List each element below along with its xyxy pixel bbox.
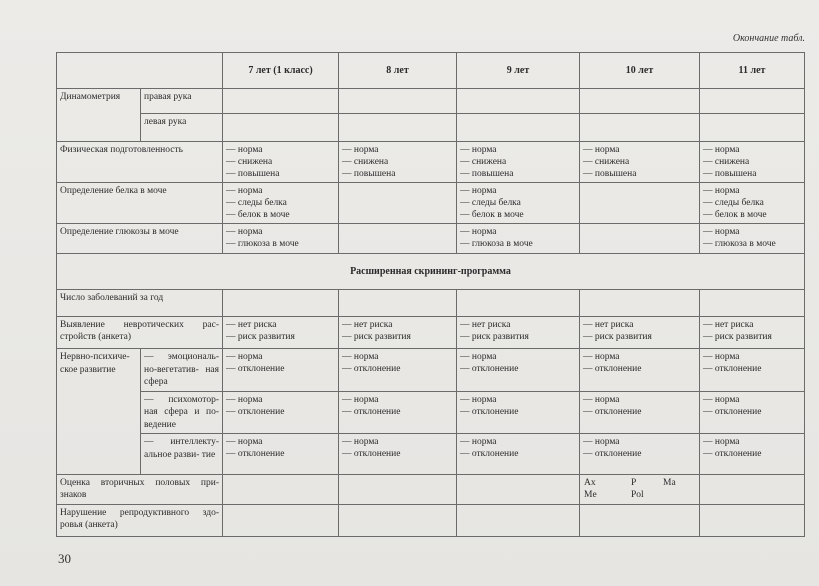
cell-option-text: — риск развития	[583, 332, 652, 342]
cell-option-text: — отклонение	[226, 406, 285, 417]
cell-psychomotor-8	[339, 391, 457, 434]
cell-intellectual-9	[457, 434, 580, 475]
cell	[223, 475, 339, 505]
cell-option-text: — снижена	[703, 157, 750, 167]
cell-option-text: — отклонение	[583, 406, 642, 417]
cell-option-text: — следы белка	[703, 198, 764, 208]
cell-option-text: — снижена	[226, 157, 273, 167]
cell	[339, 475, 457, 505]
cell	[700, 114, 805, 142]
cell	[580, 114, 700, 142]
cell-option-text: — норма	[342, 145, 379, 155]
cell	[339, 183, 457, 224]
cell	[339, 505, 457, 537]
cell-option-text: — норма	[703, 145, 740, 155]
cell-protein-7	[223, 183, 339, 224]
cell-option-text: — повышена	[583, 169, 637, 179]
cell	[339, 114, 457, 142]
table-row-dynamometry-right	[57, 89, 805, 114]
cell	[223, 290, 339, 317]
cell	[223, 89, 339, 114]
cell-option-text: — белок в моче	[226, 210, 290, 220]
cell-option-text: — повышена	[342, 169, 396, 179]
cell-option-text: — норма	[342, 394, 379, 405]
section-heading-extended: Расширенная скрининг-программа	[57, 254, 805, 290]
cell-option-text: — отклонение	[226, 449, 285, 459]
cell-option-text: — глюкоза в моче	[703, 239, 776, 249]
table-caption: Окончание табл.	[732, 33, 805, 44]
cell-option-text: — повышена	[460, 169, 514, 179]
header-age-9: 9 лет	[457, 53, 580, 89]
cell-emotional-9	[457, 349, 580, 392]
cell-option-text: — норма	[226, 352, 263, 362]
code-ma: Ma	[663, 478, 676, 488]
cell-option-text: — отклонение	[703, 449, 762, 459]
cell-option-text: — снижена	[583, 157, 630, 167]
cell-option-text: — норма	[460, 186, 497, 196]
cell-emotional-11	[700, 349, 805, 392]
cell-emotional-10	[580, 349, 700, 392]
cell-option-text: — следы белка	[460, 198, 521, 208]
table-row-secondary	[57, 475, 805, 505]
row-label-protein: Определение белка в моче	[57, 183, 223, 224]
code-me: Me	[584, 490, 597, 500]
cell-glucose-7	[223, 224, 339, 254]
cell-option-text: — норма	[342, 352, 379, 362]
cell-option-text: — нет риска	[703, 320, 754, 330]
cell-option-text: — норма	[226, 394, 263, 405]
cell-neurotic-9	[457, 317, 580, 349]
cell-option-text: — отклонение	[460, 449, 519, 459]
cell-option-text: — норма	[703, 437, 740, 447]
row-label-repro: Нарушение репродуктивного здо- ровья (анкета)	[57, 505, 223, 537]
cell-option-text: — норма	[460, 394, 497, 405]
cell	[700, 290, 805, 317]
cell-option-text: — отклонение	[703, 364, 762, 374]
row-sublabel-left-hand: левая рука	[141, 114, 223, 142]
cell	[580, 505, 700, 537]
cell-option-text: — отклонение	[583, 364, 642, 374]
cell-option-text: — отклонение	[703, 406, 762, 417]
cell-option-text: — норма	[703, 394, 740, 405]
cell-option-text: — риск развития	[703, 332, 772, 342]
cell-option-text: — отклонение	[342, 406, 401, 417]
cell-option-text: — отклонение	[583, 449, 642, 459]
cell-option-text: — глюкоза в моче	[460, 239, 533, 249]
row-sublabel-intellectual: — интеллекту- альное разви- тие	[141, 434, 223, 475]
cell-option-text: — белок в моче	[703, 210, 767, 220]
cell-neurotic-11	[700, 317, 805, 349]
cell-option-text: — белок в моче	[460, 210, 524, 220]
header-age-7: 7 лет (1 класс)	[223, 53, 339, 89]
cell-protein-9	[457, 183, 580, 224]
table-row-dynamometry-left	[57, 114, 805, 142]
cell	[580, 183, 700, 224]
cell-option-text: — отклонение	[226, 364, 285, 374]
cell-option-text: — норма	[583, 145, 620, 155]
cell-option-text: — норма	[226, 186, 263, 196]
table-row-illness	[57, 290, 805, 317]
code-ax: Ax	[584, 478, 596, 488]
cell-physical-10	[580, 142, 700, 183]
row-label-neurotic: Выявление невротических рас- стройств (анкета)	[57, 317, 223, 349]
cell-option-text: — норма	[583, 352, 620, 362]
cell-psychomotor-10	[580, 391, 700, 434]
cell	[457, 89, 580, 114]
cell	[700, 505, 805, 537]
row-label-secondary: Оценка вторичных половых при- знаков	[57, 475, 223, 505]
cell-physical-7	[223, 142, 339, 183]
cell-option-text: — глюкоза в моче	[226, 239, 299, 249]
cell	[580, 290, 700, 317]
table-row-neuro-emotional	[57, 349, 805, 392]
table-row-protein	[57, 183, 805, 224]
table-row-neurotic	[57, 317, 805, 349]
cell	[457, 290, 580, 317]
cell	[457, 475, 580, 505]
cell-psychomotor-11	[700, 391, 805, 434]
cell	[223, 505, 339, 537]
row-label-glucose: Определение глюкозы в моче	[57, 224, 223, 254]
cell-option-text: — отклонение	[460, 406, 519, 417]
table-row-neuro-psychomotor	[57, 391, 805, 434]
cell-option-text: — снижена	[342, 157, 389, 167]
cell-option-text: — повышена	[226, 169, 280, 179]
cell-option-text: — норма	[226, 437, 263, 447]
cell-psychomotor-7	[223, 391, 339, 434]
cell-option-text: — норма	[703, 227, 740, 237]
cell	[223, 114, 339, 142]
table-row-repro	[57, 505, 805, 537]
header-age-8: 8 лет	[339, 53, 457, 89]
cell	[580, 224, 700, 254]
cell-option-text: — норма	[460, 227, 497, 237]
cell-option-text: — повышена	[703, 169, 757, 179]
row-label-physical: Физическая подготовленность	[57, 142, 223, 183]
header-row	[57, 53, 805, 89]
row-label-neuro: Нервно-психиче- ское развитие	[57, 349, 141, 475]
cell	[580, 89, 700, 114]
header-age-11: 11 лет	[700, 53, 805, 89]
cell-option-text: — нет риска	[460, 320, 511, 330]
cell-option-text: — норма	[460, 437, 497, 447]
cell	[339, 290, 457, 317]
screening-table	[56, 52, 805, 537]
cell-option-text: — норма	[460, 352, 497, 362]
cell-option-text: — нет риска	[583, 320, 634, 330]
cell-physical-11	[700, 142, 805, 183]
code-p: P	[631, 478, 637, 488]
cell-emotional-7	[223, 349, 339, 392]
page-number: 30	[58, 551, 71, 566]
cell-option-text: — норма	[342, 437, 379, 447]
row-label-illness: Число заболеваний за год	[57, 290, 223, 317]
header-age-10: 10 лет	[580, 53, 700, 89]
cell-option-text: — норма	[583, 394, 620, 405]
cell-physical-9	[457, 142, 580, 183]
cell-option-text: — нет риска	[342, 320, 393, 330]
cell-intellectual-11	[700, 434, 805, 475]
cell-option-text: — отклонение	[460, 364, 519, 374]
row-sublabel-emotional: — эмоциональ- но-вегетатив- ная сфера	[141, 349, 223, 392]
cell-intellectual-10	[580, 434, 700, 475]
cell-option-text: — норма	[583, 437, 620, 447]
cell-option-text: — следы белка	[226, 198, 287, 208]
cell-secondary-codes	[580, 475, 700, 505]
cell-protein-11	[700, 183, 805, 224]
cell-option-text: — риск развития	[460, 332, 529, 342]
row-sublabel-right-hand: правая рука	[141, 89, 223, 114]
cell-option-text: — нет риска	[226, 320, 277, 330]
cell-neurotic-7	[223, 317, 339, 349]
cell-psychomotor-9	[457, 391, 580, 434]
header-empty-cell	[57, 53, 223, 89]
cell	[457, 505, 580, 537]
cell-physical-8	[339, 142, 457, 183]
cell-option-text: — норма	[226, 227, 263, 237]
cell-option-text: — норма	[703, 186, 740, 196]
cell-option-text: — отклонение	[342, 364, 401, 374]
cell	[700, 475, 805, 505]
cell-glucose-9	[457, 224, 580, 254]
cell	[339, 224, 457, 254]
cell-option-text: — снижена	[460, 157, 507, 167]
cell-option-text: — норма	[703, 352, 740, 362]
table-row-neuro-intellectual	[57, 434, 805, 475]
cell-emotional-8	[339, 349, 457, 392]
row-label-dynamometry: Динамометрия	[57, 89, 141, 142]
table-row-physical	[57, 142, 805, 183]
row-sublabel-psychomotor: — психомотор- ная сфера и по- ведение	[141, 391, 223, 434]
cell-option-text: — риск развития	[342, 332, 411, 342]
cell-option-text: — норма	[226, 145, 263, 155]
cell	[700, 89, 805, 114]
cell	[339, 89, 457, 114]
cell	[457, 114, 580, 142]
cell-intellectual-8	[339, 434, 457, 475]
cell-option-text: — риск развития	[226, 332, 295, 342]
cell-glucose-11	[700, 224, 805, 254]
table-row-glucose	[57, 224, 805, 254]
table-row-extended-band	[57, 254, 805, 290]
cell-intellectual-7	[223, 434, 339, 475]
cell-option-text: — норма	[460, 145, 497, 155]
code-pol: Pol	[631, 490, 644, 500]
cell-option-text: — отклонение	[342, 449, 401, 459]
cell-neurotic-10	[580, 317, 700, 349]
cell-neurotic-8	[339, 317, 457, 349]
